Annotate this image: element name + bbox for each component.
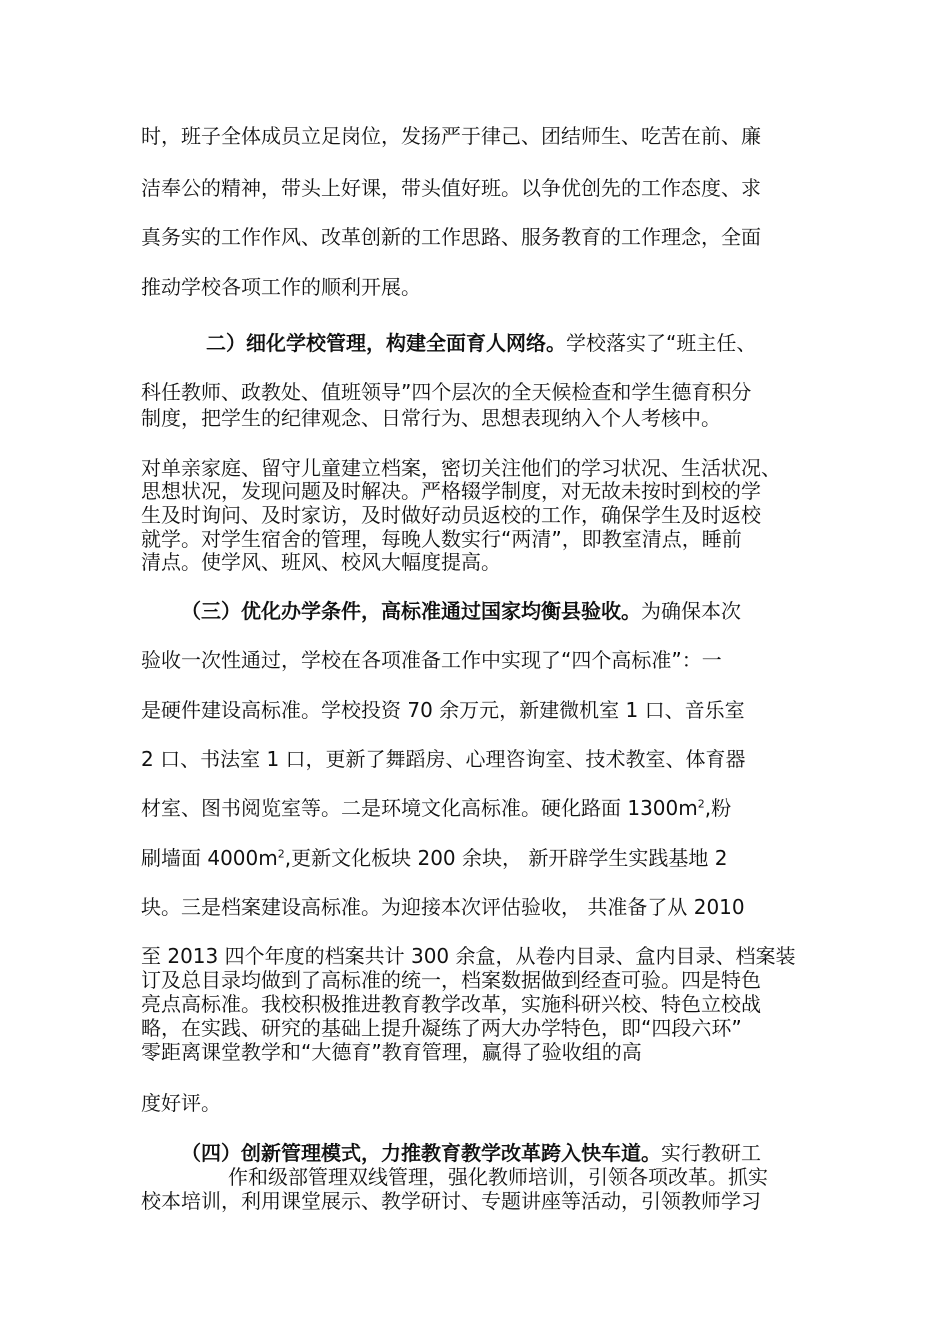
body-line: 是硬件建设高标准。学校投资 70 余万元，新建微机室 1 口、音乐室	[141, 698, 745, 722]
body-line: 清点。使学风、班风、校风大幅度提高。	[141, 550, 501, 574]
body-line: 亮点高标准。我校积极推进教育教学改革，实施科研兴校、特色立校战	[141, 992, 761, 1016]
body-line: 真务实的工作作风、改革创新的工作思路、服务教育的工作理念，全面	[141, 225, 761, 249]
wall-text-tail: ,更新文化板块 200 余块， 新开辟学生实践基地 2	[284, 846, 728, 870]
body-line: 块。三是档案建设高标准。为迎接本次评估验收， 共准备了从 2010	[141, 895, 745, 919]
body-line: 校本培训，利用课堂展示、教学研讨、专题讲座等活动，引领教师学习	[141, 1189, 761, 1213]
section-line	[206, 330, 756, 356]
body-line: 推动学校各项工作的顺利开展。	[141, 275, 421, 299]
section-lead: 学校落实了“班主任、	[566, 331, 757, 355]
body-line: 科任教师、政教处、值班领导”四个层次的全天候检查和学生德育积分	[141, 380, 752, 404]
body-line: 验收一次性通过，学校在各项准备工作中实现了“四个高标准”：一	[141, 648, 722, 672]
body-line: 时，班子全体成员立足岗位，发扬严于律己、团结师生、吃苦在前、廉	[141, 124, 761, 148]
body-line: 零距离课堂教学和“大德育”教育管理，赢得了验收组的高	[141, 1040, 642, 1064]
body-line: 度好评。	[141, 1091, 221, 1115]
area-text-tail: ,粉	[704, 796, 732, 820]
body-line: 洁奉公的精神，带头上好课，带头值好班。以争优创先的工作态度、求	[141, 176, 761, 200]
section-lead: 实行教研工	[661, 1141, 761, 1165]
body-line	[141, 795, 731, 821]
body-line: 略，在实践、研究的基础上提升凝练了两大办学特色，即“四段六环”	[141, 1016, 742, 1040]
body-line: 就学。对学生宿舍的管理，每晚人数实行“两清”，即教室清点，睡前	[141, 527, 742, 551]
superscript: 2	[697, 797, 705, 811]
section-heading: 二）细化学校管理，构建全面育人网络。	[206, 331, 566, 355]
body-line: 至 2013 四个年度的档案共计 300 余盒，从卷内目录、盒内目录、档案装	[141, 944, 796, 968]
section-heading: （三）优化办学条件，高标准通过国家均衡县验收。	[181, 599, 641, 623]
section-lead: 为确保本次	[641, 599, 741, 623]
body-line	[141, 845, 727, 871]
body-line: 思想状况，发现问题及时解决。严格辍学制度，对无故未按时到校的学	[141, 479, 761, 503]
section-line	[181, 598, 741, 624]
body-line: 生及时询问、及时家访，及时做好动员返校的工作，确保学生及时返校	[141, 503, 761, 527]
body-line: 订及总目录均做到了高标准的统一，档案数据做到经查可验。四是特色	[141, 968, 761, 992]
wall-text: 刷墙面 4000m	[141, 846, 278, 870]
superscript: 2	[277, 847, 285, 861]
body-line: 2 口、书法室 1 口，更新了舞蹈房、心理咨询室、技术教室、体育器	[141, 747, 746, 771]
body-line: 对单亲家庭、留守儿童建立档案，密切关注他们的学习状况、生活状况、	[141, 456, 781, 480]
section-line	[181, 1140, 761, 1166]
body-line: 制度，把学生的纪律观念、日常行为、思想表现纳入个人考核中。	[141, 406, 721, 430]
body-line: 作和级部管理双线管理，强化教师培训，引领各项改革。抓实	[228, 1165, 768, 1189]
section-heading: （四）创新管理模式，力推教育教学改革跨入快车道。	[181, 1141, 661, 1165]
area-text: 材室、图书阅览室等。二是环境文化高标准。硬化路面 1300m	[141, 796, 698, 820]
